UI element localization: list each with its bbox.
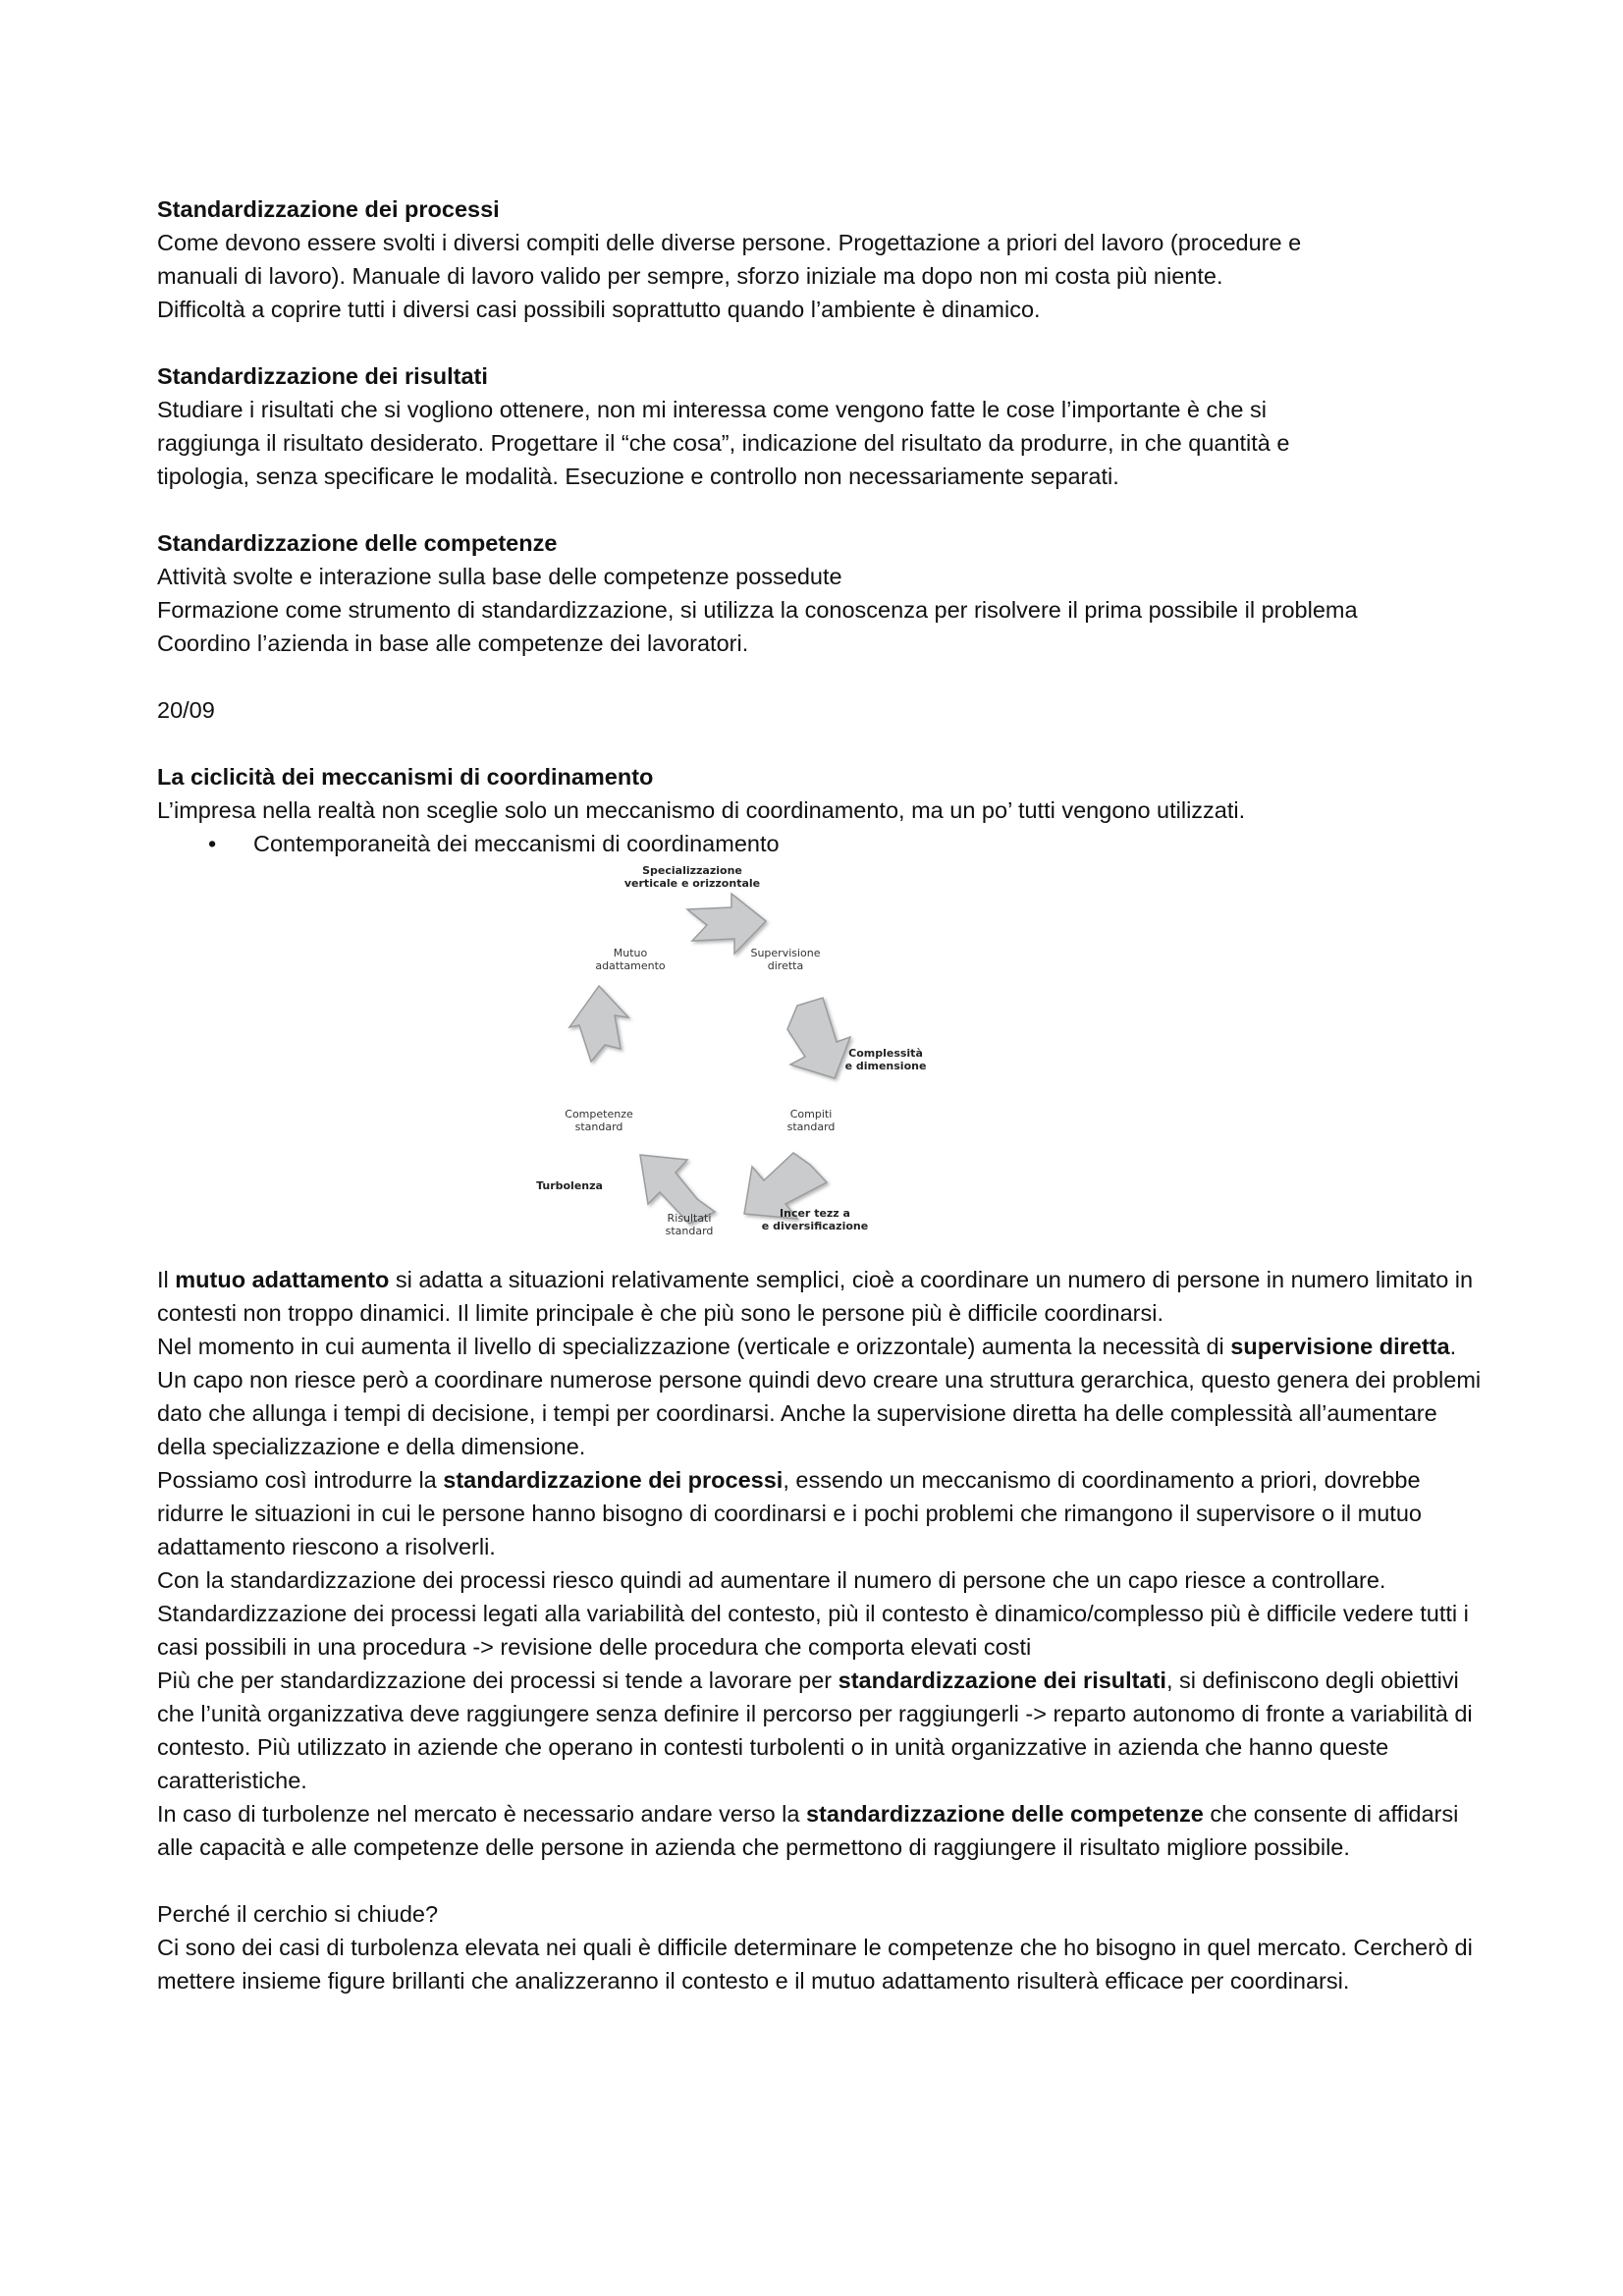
document-page	[157, 192, 1483, 1997]
text-run: , essendo un meccanismo di coordinamento a priori, dovrebbe ridurre le situazioni in cui le persone hanno bisogno di coordinarsi e i pochi problemi che rimangono il supervisore o il mutuo adattamento riescono a risolverli.	[157, 1467, 1422, 1559]
cycle-svg	[536, 860, 1080, 1263]
label-spec-2: verticale e orizzontale	[623, 877, 761, 890]
text-run: Possiamo così introdurre la	[157, 1467, 444, 1493]
arrow-right-icon	[787, 998, 850, 1078]
heading-competenze: Standardizzazione delle competenze	[157, 530, 558, 556]
body-paragraph-6	[157, 1664, 1483, 1797]
body-paragraph-1	[157, 1263, 1483, 1330]
label-compiti-1: Compiti	[789, 1108, 833, 1121]
processi-line-1: Come devono essere svolti i diversi compiti delle diverse persone. Progettazione a priori del lavoro (procedure e	[157, 230, 1302, 255]
text-run: .	[1449, 1334, 1457, 1359]
bold-term: standardizzazione dei processi	[443, 1467, 784, 1493]
label-compl-2: e dimensione	[844, 1060, 927, 1072]
arrow-left-icon	[569, 986, 628, 1062]
text-run: Con la standardizzazione dei processi riesco quindi ad aumentare il numero di persone che un capo riesce a controllare. Standardizzazione dei processi legati alla variabilità del contesto, più il contesto è dinamico/complesso più è difficile vedere tutti i casi possibili in una procedura -> revisione delle procedura che comporta elevati costi	[157, 1567, 1469, 1660]
label-superv-1: Supervisione	[750, 947, 821, 959]
label-incert-1: Incer tezz a	[780, 1207, 850, 1220]
label-compl-1: Complessità	[848, 1047, 923, 1060]
body-paragraph-3	[157, 1363, 1483, 1463]
bold-term: standardizzazione dei risultati	[838, 1667, 1166, 1693]
ciclicita-intro: L’impresa nella realtà non sceglie solo un meccanismo di coordinamento, ma un po’ tutti vengono utilizzati.	[157, 797, 1246, 823]
risultati-line-3: tipologia, senza specificare le modalità. Esecuzione e controllo non necessariamente separati.	[157, 464, 1119, 489]
arrow-top-icon	[687, 894, 766, 954]
label-risult-1: Risultati	[667, 1212, 712, 1225]
text-run: , si definiscono degli obiettivi che l’unità organizzativa deve raggiungere senza definire il percorso per raggiungerli -> reparto autonomo di fronte a variabilità di contesto. Più utilizzato in aziende che operano in contesti turbolenti o in unità organizzative in azienda che hanno queste caratteristiche.	[157, 1667, 1473, 1793]
processi-line-2: manuali di lavoro). Manuale di lavoro valido per sempre, sforzo iniziale ma dopo non mi costa più niente.	[157, 263, 1223, 289]
bold-term: standardizzazione delle competenze	[805, 1801, 1204, 1827]
risultati-line-2: raggiunga il risultato desiderato. Progettare il “che cosa”, indicazione del risultato da produrre, in che quantità e	[157, 430, 1290, 456]
body-paragraph-5	[157, 1563, 1483, 1664]
processi-line-3: Difficoltà a coprire tutti i diversi casi possibili soprattutto quando l’ambiente è dinamico.	[157, 297, 1041, 322]
label-spec-1: Specializzazione	[642, 864, 742, 877]
label-mutuo-2: adattamento	[595, 959, 666, 972]
label-compet-2: standard	[574, 1121, 623, 1133]
text-run: In caso di turbolenze nel mercato è necessario andare verso la	[157, 1801, 806, 1827]
text-run: Nel momento in cui aumenta il livello di specializzazione (verticale e orizzontale) aumenta la necessità di	[157, 1334, 1231, 1359]
label-turbolenza: Turbolenza	[536, 1179, 603, 1192]
closing-text: Ci sono dei casi di turbolenza elevata nei quali è difficile determinare le competenze che ho bisogno in quel mercato. Cercherò di mettere insieme figure brillanti che analizzeranno il contesto e il mutuo adattamento risulterà efficace per coordinarsi.	[157, 1935, 1473, 1994]
bullet-item	[157, 827, 1483, 860]
body-paragraph-7	[157, 1797, 1483, 1864]
coordination-cycle-diagram	[157, 860, 1483, 1263]
bullet-icon: •	[208, 831, 217, 856]
label-risult-2: standard	[665, 1225, 714, 1237]
body-paragraph-4	[157, 1463, 1483, 1563]
bold-term: supervisione diretta	[1230, 1334, 1450, 1359]
heading-ciclicita: La ciclicità dei meccanismi di coordinamento	[157, 764, 654, 790]
label-compet-1: Competenze	[565, 1108, 633, 1121]
date-label: 20/09	[157, 697, 215, 723]
body-paragraph-2	[157, 1330, 1483, 1363]
label-incert-2: e diversificazione	[761, 1220, 869, 1232]
text-run: Un capo non riesce però a coordinare numerose persone quindi devo creare una struttura gerarchica, questo genera dei problemi dato che allunga i tempi di decisione, i tempi per coordinarsi. Anche la supervisione diretta ha delle complessità all’aumentare della specializzazione e della dimensione.	[157, 1367, 1482, 1459]
bullet-text: Contemporaneità dei meccanismi di coordinamento	[253, 831, 780, 856]
label-compiti-2: standard	[786, 1121, 836, 1133]
competenze-line-3: Coordino l’azienda in base alle competenze dei lavoratori.	[157, 630, 749, 656]
bold-term: mutuo adattamento	[175, 1267, 390, 1292]
label-mutuo-1: Mutuo	[613, 947, 648, 959]
closing-question: Perché il cerchio si chiude?	[157, 1901, 439, 1927]
heading-processi: Standardizzazione dei processi	[157, 196, 500, 222]
competenze-line-1: Attività svolte e interazione sulla base delle competenze possedute	[157, 564, 842, 589]
label-superv-2: diretta	[767, 959, 804, 972]
risultati-line-1: Studiare i risultati che si vogliono ottenere, non mi interessa come vengono fatte le cose l’importante è che si	[157, 397, 1267, 422]
text-run: Il	[157, 1267, 176, 1292]
competenze-line-2: Formazione come strumento di standardizzazione, si utilizza la conoscenza per risolvere il prima possibile il problema	[157, 597, 1358, 623]
text-run: si adatta a situazioni relativamente semplici, cioè a coordinare un numero di persone in numero limitato in contesti non troppo dinamici. Il limite principale è che più sono le persone più è difficile coordinarsi.	[157, 1267, 1474, 1326]
text-run: Più che per standardizzazione dei processi si tende a lavorare per	[157, 1667, 839, 1693]
text-run: che consente di affidarsi alle capacità e alle competenze delle persone in azienda che permettono di raggiungere il risultato migliore possibile.	[157, 1801, 1459, 1860]
heading-risultati: Standardizzazione dei risultati	[157, 363, 488, 389]
